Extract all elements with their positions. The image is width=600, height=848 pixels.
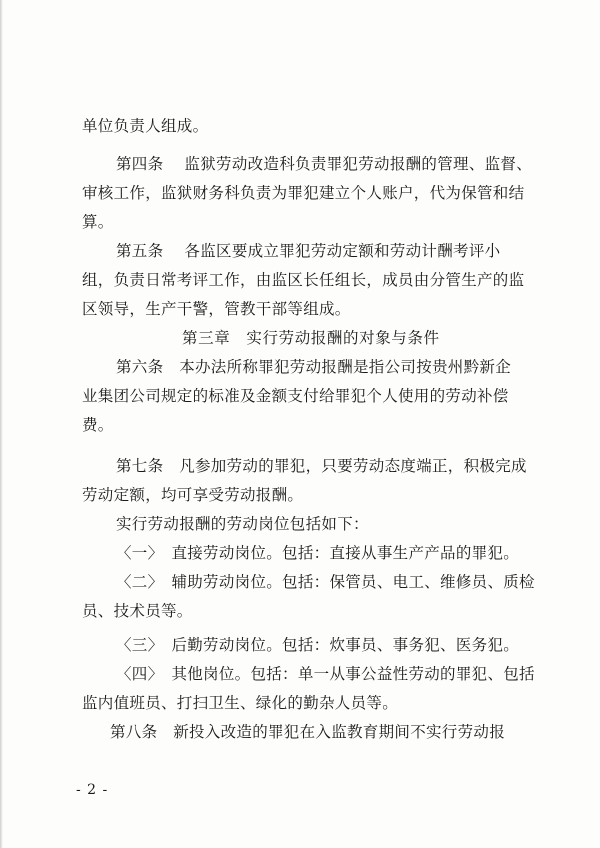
article-8-line: 第八条 新投入改造的罪犯在入监教育期间不实行劳动报 bbox=[110, 723, 506, 741]
article-7-line: 第七条 凡参加劳动的罪犯，只要劳动态度端正，积极完成 bbox=[116, 457, 527, 475]
chapter-heading: 第三章 实行劳动报酬的对象与条件 bbox=[182, 329, 440, 347]
page-number: - 2 - bbox=[76, 782, 109, 798]
list-item-4: 〈四〉 其他岗位。包括：单一从事公益性劳动的罪犯、包括 bbox=[116, 665, 535, 683]
article-6-line: 第六条 本办法所称罪犯劳动报酬是指公司按贵州黔新企 bbox=[116, 358, 512, 376]
text-line: 区领导，生产干警，管教干部等组成。 bbox=[82, 300, 351, 318]
text-line: 劳动定额，均可享受劳动报酬。 bbox=[82, 486, 304, 504]
text-line: 监内值班员、打扫卫生、绿化的勤杂人员等。 bbox=[82, 694, 399, 712]
text-line: 审核工作，监狱财务科负责为罪犯建立个人账户，代为保管和结 bbox=[82, 184, 525, 202]
text-line: 员、技术员等。 bbox=[82, 602, 193, 620]
article-5-line: 第五条 各监区要成立罪犯劳动定额和劳动计酬考评小 bbox=[116, 242, 501, 260]
text-line: 业集团公司规定的标准及金额支付给罪犯个人使用的劳动补偿 bbox=[82, 387, 509, 405]
text-line: 实行劳动报酬的劳动岗位包括如下： bbox=[116, 515, 369, 533]
text-line: 组，负责日常考评工作，由监区长任组长，成员由分管生产的监 bbox=[82, 271, 525, 289]
text-line: 算。 bbox=[82, 213, 114, 231]
text-line: 单位负责人组成。 bbox=[82, 117, 209, 135]
list-item-2: 〈二〉 辅助劳动岗位。包括：保管员、电工、维修员、质检 bbox=[116, 573, 535, 591]
text-line: 费。 bbox=[82, 416, 114, 434]
list-item-1: 〈一〉 直接劳动岗位。包括：直接从事生产产品的罪犯。 bbox=[116, 544, 520, 562]
scan-edge bbox=[0, 0, 3, 848]
list-item-3: 〈三〉 后勤劳动岗位。包括：炊事员、事务犯、医务犯。 bbox=[116, 636, 520, 654]
article-4-line: 第四条 监狱劳动改造科负责罪犯劳动报酬的管理、监督、 bbox=[116, 155, 533, 173]
